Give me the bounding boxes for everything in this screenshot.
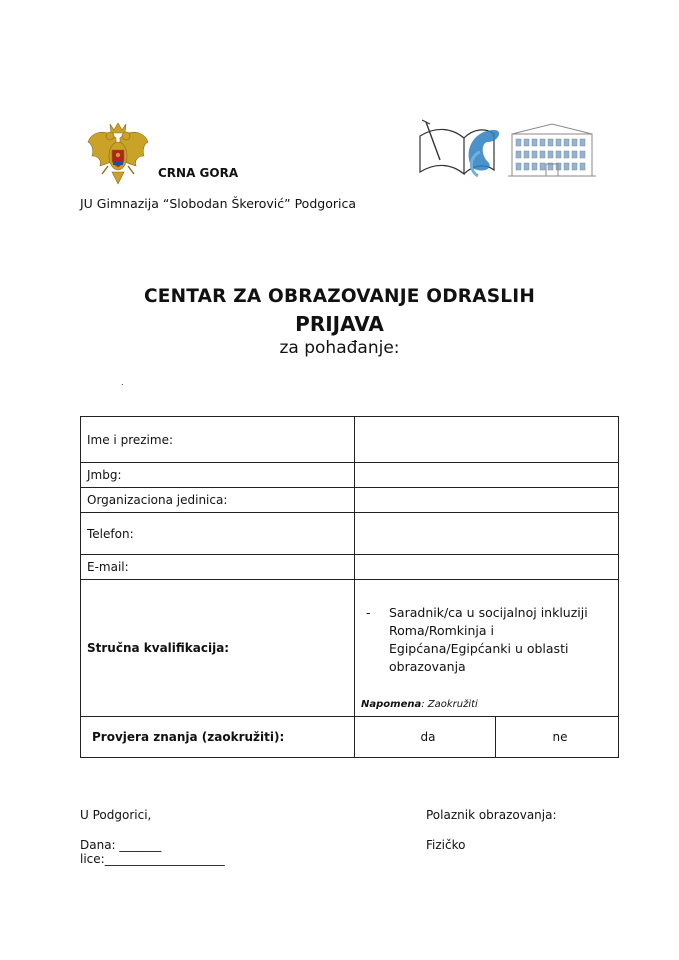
organization-label: Organizaciona jedinica: (81, 488, 355, 513)
participant-label: Polaznik obrazovanja: (426, 808, 557, 822)
form-row-verification (81, 717, 619, 758)
person-signature-line: lice:____________________ (80, 852, 225, 866)
form-row-qualification (81, 580, 619, 717)
jmbg-label: Jmbg: (81, 463, 355, 488)
qualification-cell[interactable] (355, 580, 619, 717)
attendance-subtitle: za pohađanje: (279, 338, 400, 358)
coat-of-arms-icon (86, 120, 150, 188)
name-label: Ime i prezime: (81, 417, 355, 463)
qualification-label: Stručna kvalifikacija: (81, 580, 355, 717)
stray-dot: . (121, 378, 124, 387)
qualification-option[interactable] (366, 604, 599, 676)
name-field[interactable] (355, 417, 619, 463)
form-row-organization (81, 488, 619, 513)
form-row-name (81, 417, 619, 463)
form-row-jmbg (81, 463, 619, 488)
date-line: Dana: _______ (80, 838, 162, 852)
place-text: U Podgorici, (80, 808, 152, 822)
form-row-email (81, 555, 619, 580)
physical-label: Fizičko (426, 838, 466, 852)
verification-label: Provjera znanja (zaokružiti): (81, 717, 355, 758)
application-title: PRIJAVA (295, 312, 384, 336)
center-title: CENTAR ZA OBRAZOVANJE ODRASLIH (143, 286, 536, 307)
verification-no[interactable]: ne (496, 717, 619, 758)
note-text: : Zaokružiti (421, 699, 478, 710)
country-name: CRNA GORA (158, 166, 239, 180)
email-field[interactable] (355, 555, 619, 580)
school-logo-icon (412, 114, 604, 186)
verification-yes[interactable]: da (355, 717, 496, 758)
school-name: JU Gimnazija “Slobodan Škerović” Podgorica (80, 196, 356, 211)
phone-label: Telefon: (81, 513, 355, 555)
note-label: Napomena (361, 699, 422, 710)
phone-field[interactable] (355, 513, 619, 555)
note (361, 699, 478, 710)
qualification-option-text: Saradnik/ca u socijalnoj inkluziji Roma/Romkinja i Egipćana/Egipćanki u oblasti obrazovanja (389, 605, 588, 674)
email-label: E-mail: (81, 555, 355, 580)
application-form-table (80, 416, 619, 758)
form-row-phone (81, 513, 619, 555)
organization-field[interactable] (355, 488, 619, 513)
option-dash: - (366, 605, 371, 620)
jmbg-field[interactable] (355, 463, 619, 488)
